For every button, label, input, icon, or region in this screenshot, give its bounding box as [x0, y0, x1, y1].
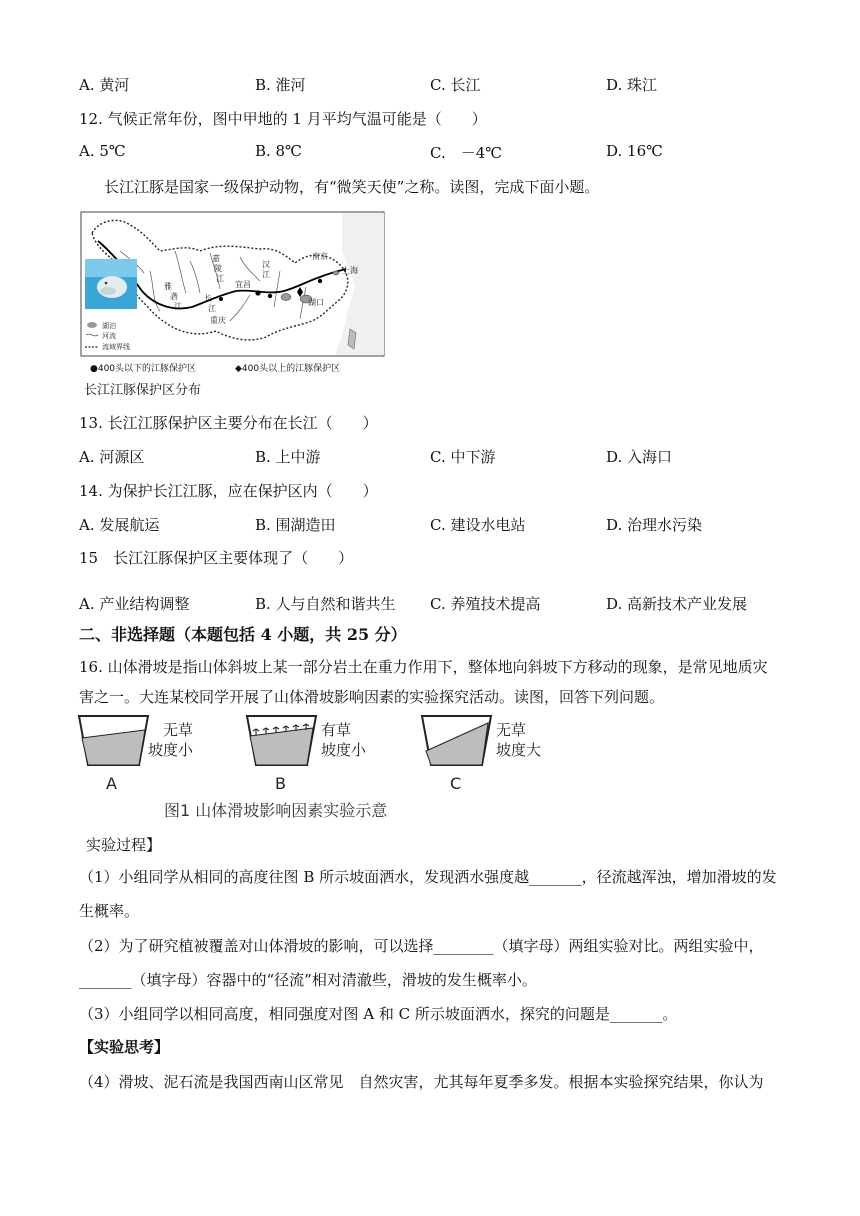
q11-option-b: B. 淮河	[255, 76, 306, 94]
think-title: 【实验思考】	[79, 1038, 170, 1056]
q16-part4: （4）滑坡、泥石流是我国西南山区常见 自然灾害，尤其每年夏季多发。根据本实验探究结果，你认为	[79, 1073, 764, 1091]
label-jiang: 江	[208, 304, 216, 313]
q15-option-b: B. 人与自然和谐共生	[255, 595, 396, 613]
q14-option-b: B. 围湖造田	[255, 516, 336, 534]
map-svg	[80, 211, 386, 376]
fig-a-label1: 无草	[163, 721, 194, 739]
lake-tai	[333, 271, 339, 275]
label-hukou: 湖口	[308, 298, 324, 307]
figure1-caption: 图1 山体滑坡影响因素实验示意	[164, 801, 388, 820]
container-a	[79, 716, 148, 765]
fig-a-letter: A	[106, 774, 117, 793]
marker-legend-large: ◆400头以上的江豚保护区	[235, 364, 341, 374]
q13-option-d: D. 入海口	[606, 448, 673, 466]
city-dot	[219, 297, 223, 301]
label-yalong: 雅砻江	[164, 282, 182, 311]
fig-b-label1: 有草	[321, 721, 352, 739]
q16-part2-line2: _______（填字母）容器中的“径流”相对清澈些，滑坡的发生概率小。	[79, 971, 537, 989]
q16-part3: （3）小组同学以相同高度，相同强度对图 A 和 C 所示坡面洒水，探究的问题是_______。	[79, 1005, 678, 1023]
q11-option-c: C. 长江	[430, 76, 481, 94]
q12-option-b: B. 8℃	[255, 142, 302, 160]
fig-c-label2: 坡度大	[496, 741, 542, 759]
q13-option-a: A. 河源区	[79, 448, 145, 466]
label-han: 汉江	[262, 260, 270, 279]
marker-legend-small: ●400头以下的江豚保护区	[90, 364, 197, 374]
q16-line1: 16. 山体滑坡是指山体斜坡上某一部分岩土在重力作用下，整体地向斜坡下方移动的现象，是常见地质灾	[79, 658, 768, 676]
fig-b-letter: B	[275, 774, 286, 793]
q14-stem: 14. 为保护长江江豚，应在保护区内（ ）	[79, 482, 378, 500]
label-chang: 长	[204, 294, 212, 303]
slope-experiment-figure	[76, 713, 556, 823]
lake-dongting	[281, 294, 291, 301]
q13-option-c: C. 中下游	[430, 448, 496, 466]
figure1-svg	[76, 713, 556, 823]
passage-intro: 长江江豚是国家一级保护动物，有“微笑天使”之称。读图，完成下面小题。	[104, 178, 600, 196]
map-caption: 长江江豚保护区分布	[84, 383, 202, 398]
q15-option-a: A. 产业结构调整	[79, 595, 190, 613]
q15-option-d: D. 高新技术产业发展	[606, 595, 748, 613]
yangtze-map	[80, 211, 386, 376]
small-reserve-marker	[318, 279, 322, 283]
legend-boundary-label: 流域界线	[102, 343, 130, 351]
label-yichang: 宜昌	[235, 280, 251, 289]
q16-line2: 害之一。大连某校同学开展了山体滑坡影响因素的实验探究活动。读图，回答下列问题。	[79, 688, 665, 706]
q14-option-c: C. 建设水电站	[430, 516, 526, 534]
legend-river-label: 河流	[102, 332, 116, 340]
q16-part2-line1: （2）为了研究植被覆盖对山体滑坡的影响，可以选择________（填字母）两组实验对比。两组实验中，	[79, 937, 764, 955]
fig-c-letter: C	[450, 774, 462, 793]
small-reserve-marker	[255, 290, 260, 295]
fig-b-label2: 坡度小	[321, 741, 367, 759]
fig-c-label1: 无草	[496, 721, 527, 739]
section-2-heading: 二、非选择题（本题包括 4 小题，共 25 分）	[79, 625, 407, 644]
q11-option-a: A. 黄河	[79, 76, 130, 94]
fig-a-label2: 坡度小	[148, 741, 194, 759]
q16-part1-line1: （1）小组同学从相同的高度往图 B 所示坡面洒水，发现洒水强度越_______，径流越浑浊，增加滑坡的发	[79, 868, 777, 886]
q11-option-d: D. 珠江	[606, 76, 658, 94]
container-b	[247, 716, 316, 765]
process-title: 实验过程】	[86, 836, 162, 854]
container-c	[422, 716, 491, 765]
q14-option-d: D. 治理水污染	[606, 516, 703, 534]
q15-stem: 15 长江江豚保护区主要体现了（ ）	[79, 549, 354, 567]
q13-option-b: B. 上中游	[255, 448, 321, 466]
q16-part1-line2: 生概率。	[79, 902, 140, 920]
small-reserve-marker	[268, 294, 272, 298]
q13-stem: 13. 长江江豚保护区主要分布在长江（ ）	[79, 414, 378, 432]
label-chongqing: 重庆	[210, 316, 226, 325]
label-shanghai: 上海	[342, 266, 358, 275]
q12-stem: 12. 气候正常年份，图中甲地的 1 月平均气温可能是（ ）	[79, 110, 487, 128]
q12-option-c: C. －4℃	[430, 144, 503, 162]
q14-option-a: A. 发展航运	[79, 516, 160, 534]
label-jialing: 嘉陵江	[212, 254, 224, 283]
q12-option-a: A. 5℃	[79, 142, 126, 160]
label-nanjing: 南京	[312, 252, 328, 261]
q12-option-d: D. 16℃	[606, 142, 663, 160]
legend-lake-label: 湖泊	[102, 322, 116, 330]
q15-option-c: C. 养殖技术提高	[430, 595, 541, 613]
